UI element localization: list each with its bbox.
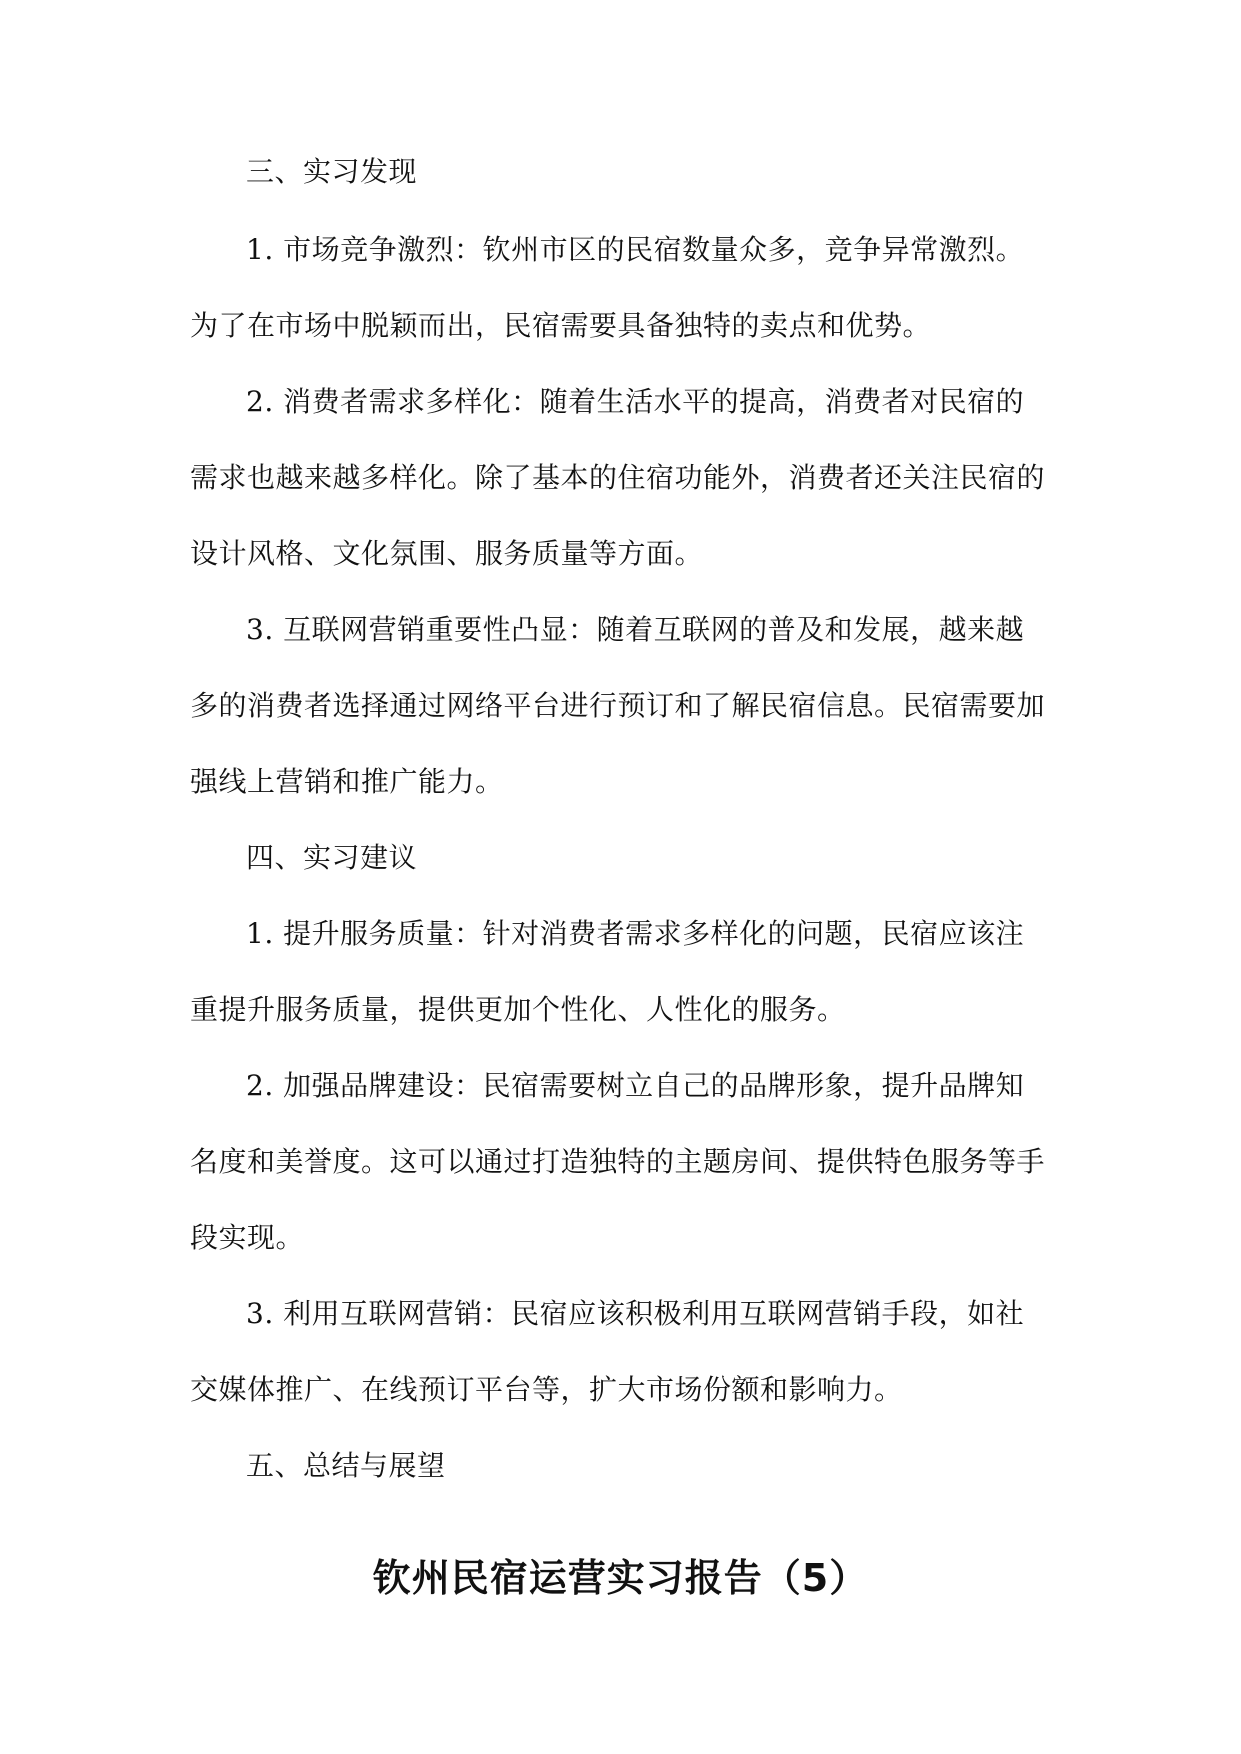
report-title: 钦州民宿运营实习报告（5） (372, 1556, 869, 1600)
suggestion-1-line-1: 1. 提升服务质量：针对消费者需求多样化的问题，民宿应该注 (246, 917, 1025, 950)
section-heading-summary: 五、总结与展望 (246, 1449, 446, 1482)
suggestion-3-line-1: 3. 利用互联网营销：民宿应该积极利用互联网营销手段，如社 (246, 1297, 1025, 1330)
finding-2-line-3: 设计风格、文化氛围、服务质量等方面。 (190, 537, 704, 570)
finding-1-line-1: 1. 市场竞争激烈：钦州市区的民宿数量众多，竞争异常激烈。 (246, 233, 1025, 266)
suggestion-2-line-2: 名度和美誉度。这可以通过打造独特的主题房间、提供特色服务等手 (190, 1145, 1046, 1178)
finding-1-line-2: 为了在市场中脱颖而出，民宿需要具备独特的卖点和优势。 (190, 309, 932, 342)
suggestion-3-line-2: 交媒体推广、在线预订平台等，扩大市场份额和影响力。 (190, 1373, 903, 1406)
suggestion-2-line-1: 2. 加强品牌建设：民宿需要树立自己的品牌形象，提升品牌知 (246, 1069, 1025, 1102)
section-heading-findings: 三、实习发现 (246, 155, 418, 188)
suggestion-2-line-3: 段实现。 (190, 1221, 305, 1254)
finding-3-line-2: 多的消费者选择通过网络平台进行预订和了解民宿信息。民宿需要加 (190, 689, 1046, 722)
finding-2-line-2: 需求也越来越多样化。除了基本的住宿功能外，消费者还关注民宿的 (190, 461, 1046, 494)
section-heading-suggestions: 四、实习建议 (246, 841, 418, 874)
finding-2-line-1: 2. 消费者需求多样化：随着生活水平的提高，消费者对民宿的 (246, 385, 1025, 418)
suggestion-1-line-2: 重提升服务质量，提供更加个性化、人性化的服务。 (190, 993, 846, 1026)
finding-3-line-1: 3. 互联网营销重要性凸显：随着互联网的普及和发展，越来越 (246, 613, 1025, 646)
finding-3-line-3: 强线上营销和推广能力。 (190, 765, 504, 798)
